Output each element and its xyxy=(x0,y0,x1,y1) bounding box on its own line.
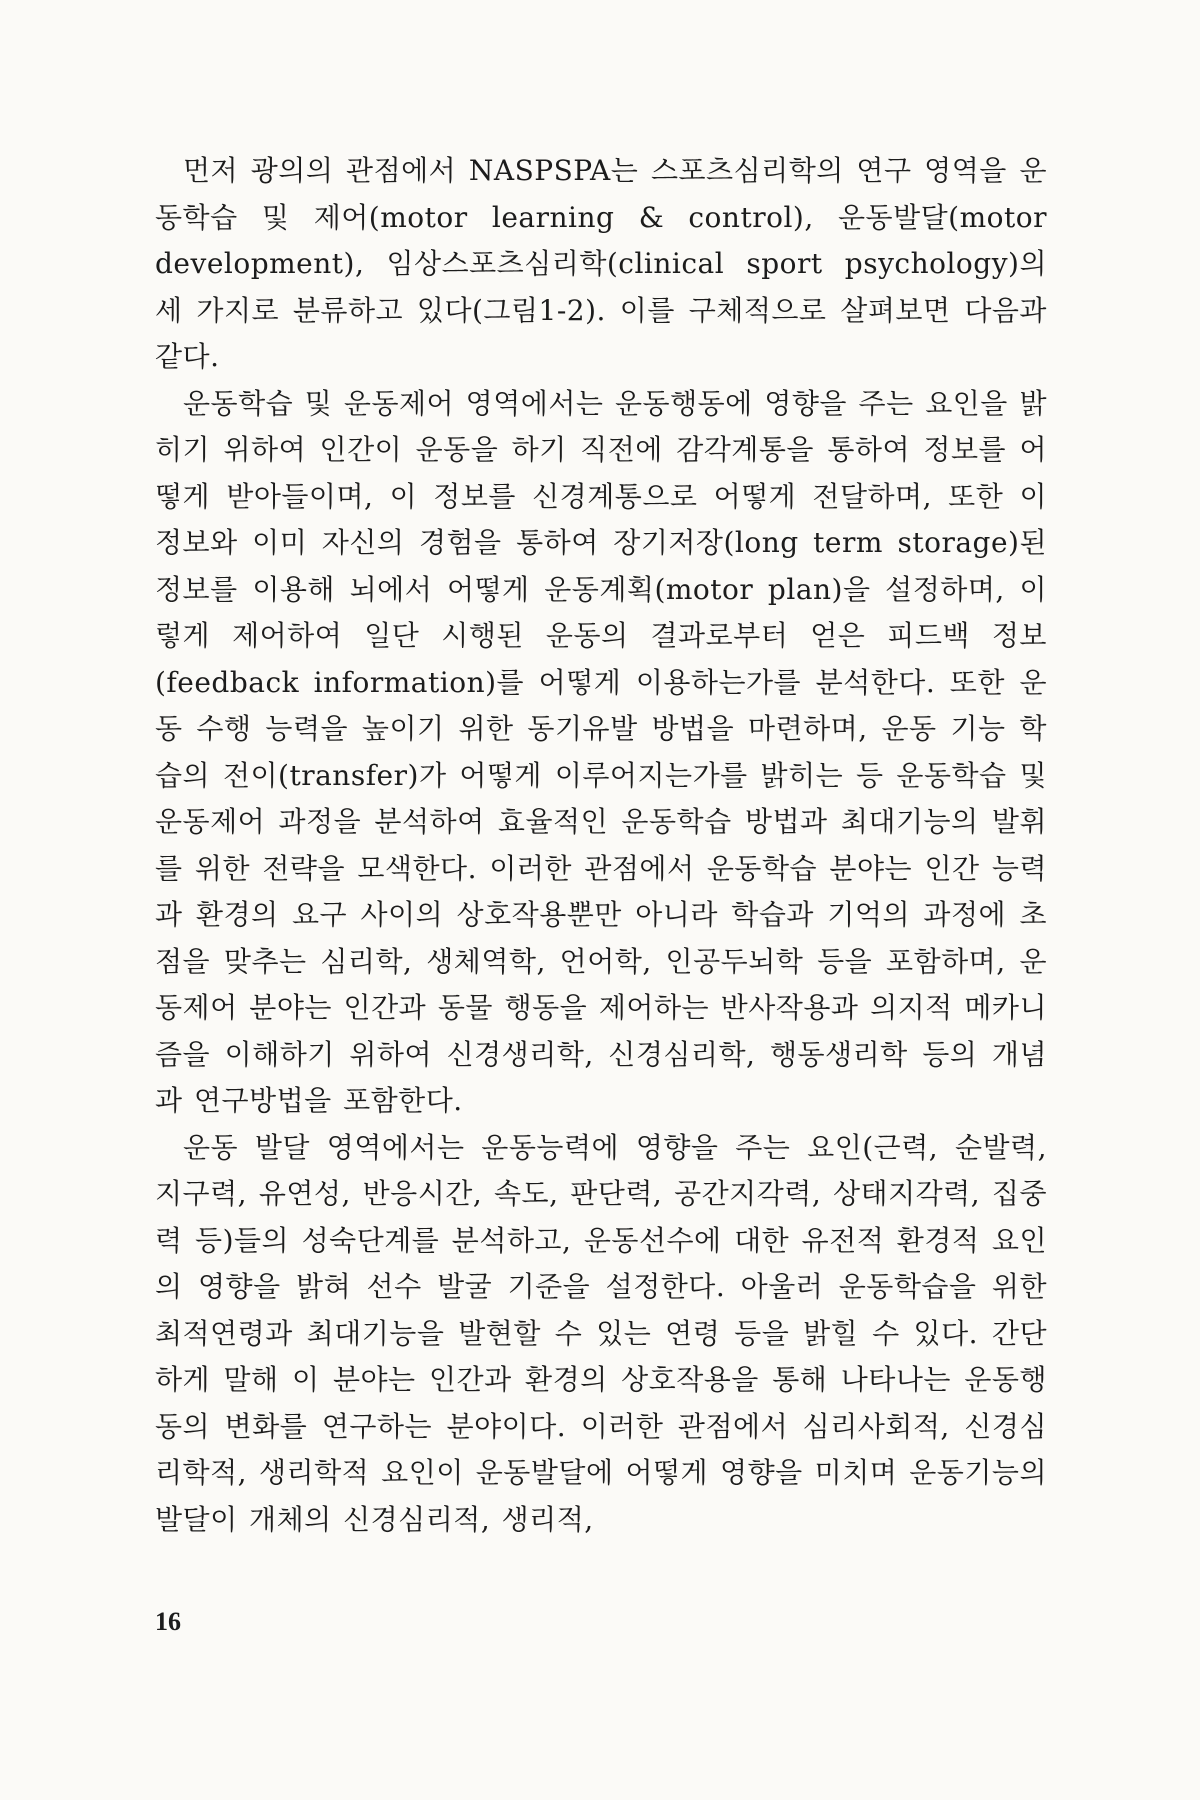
body-text xyxy=(155,148,1047,1543)
page-number: 16 xyxy=(155,1607,181,1636)
paragraph-1: 먼저 광의의 관점에서 NASPSPA는 스포츠심리학의 연구 영역을 운동학습 및 제어(motor learning & control), 운동발달(motor development), 임상스포츠심리학(clinical sport psychology)의 세 가지로 분류하고 있다(그림1-2). 이를 구체적으로 살펴보면 다음과 같다. xyxy=(155,154,1047,373)
paragraph-3: 운동 발달 영역에서는 운동능력에 영향을 주는 요인(근력, 순발력, 지구력, 유연성, 반응시간, 속도, 판단력, 공간지각력, 상태지각력, 집중력 등)들의 성숙단계를 분석하고, 운동선수에 대한 유전적 환경적 요인의 영향을 밝혀 선수 발굴 기준을 설정한다. 아울러 운동학습을 위한 최적연령과 최대기능을 발현할 수 있는 연령 등을 밝힐 수 있다. 간단하게 말해 이 분야는 인간과 환경의 상호작용을 통해 나타나는 운동행동의 변화를 연구하는 분야이다. 이러한 관점에서 심리사회적, 신경심리학적, 생리학적 요인이 운동발달에 어떻게 영향을 미치며 운동기능의 발달이 개체의 신경심리적, 생리적, xyxy=(155,1130,1048,1536)
paragraph-2: 운동학습 및 운동제어 영역에서는 운동행동에 영향을 주는 요인을 밝히기 위하여 인간이 운동을 하기 직전에 감각계통을 통하여 정보를 어떻게 받아들이며, 이 정보를 신경계통으로 어떻게 전달하며, 또한 이 정보와 이미 자신의 경험을 통하여 장기저장(long term storage)된 정보를 이용해 뇌에서 어떻게 운동계획(motor plan)을 설정하며, 이렇게 제어하여 일단 시행된 운동의 결과로부터 얻은 피드백 정보(feedback information)를 어떻게 이용하는가를 분석한다. 또한 운동 수행 능력을 높이기 위한 동기유발 방법을 마련하며, 운동 기능 학습의 전이(transfer)가 어떻게 이루어지는가를 밝히는 등 운동학습 및 운동제어 과정을 분석하여 효율적인 운동학습 방법과 최대기능의 발휘를 위한 전략을 모색한다. 이러한 관점에서 운동학습 분야는 인간 능력과 환경의 요구 사이의 상호작용뿐만 아니라 학습과 기억의 과정에 초점을 맞추는 심리학, 생체역학, 언어학, 인공두뇌학 등을 포함하며, 운동제어 분야는 인간과 동물 행동을 제어하는 반사작용과 의지적 메카니즘을 이해하기 위하여 신경생리학, 신경심리학, 행동생리학 등의 개념과 연구방법을 포함한다. xyxy=(155,386,1047,1117)
